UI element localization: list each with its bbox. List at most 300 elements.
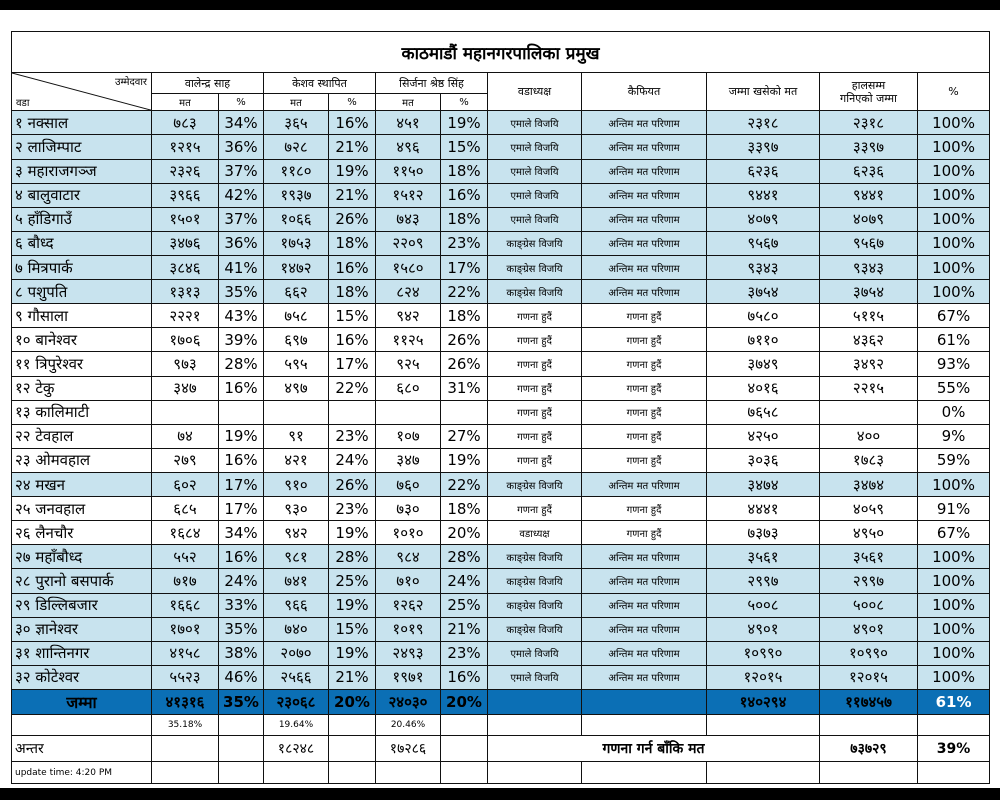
ward-name: २२ टेवहाल bbox=[12, 424, 152, 448]
candidate-3-votes: १०१९ bbox=[376, 617, 441, 641]
candidate-1-percent: 16% bbox=[219, 545, 264, 569]
page-title: काठमाडौं महानगरपालिका प्रमुख bbox=[12, 32, 990, 73]
results-table bbox=[11, 31, 990, 784]
counted-percent: 55% bbox=[918, 376, 990, 400]
candidate-3-percent: 23% bbox=[441, 641, 488, 665]
candidate-1-votes: ९७३ bbox=[152, 352, 219, 376]
counted-total: ५००८ bbox=[820, 593, 918, 617]
ward-name: २५ जनवहाल bbox=[12, 497, 152, 521]
counted-percent: 100% bbox=[918, 183, 990, 207]
ward-name: २६ लैनचौर bbox=[12, 521, 152, 545]
counted-total: ४३६२ bbox=[820, 328, 918, 352]
counted-total: ३५६१ bbox=[820, 545, 918, 569]
update-time: update time: 4:20 PM bbox=[12, 762, 152, 784]
candidate-3-votes: ४५१ bbox=[376, 111, 441, 135]
remark: अन्तिम मत परिणाम bbox=[582, 665, 707, 689]
candidate-2-percent: 26% bbox=[329, 473, 376, 497]
table-row bbox=[12, 545, 990, 569]
candidate-2-votes: ६९७ bbox=[264, 328, 329, 352]
candidate-2-votes: २५६६ bbox=[264, 665, 329, 689]
candidate-2-votes: १७५३ bbox=[264, 231, 329, 255]
total-cast: ३३९७ bbox=[707, 135, 820, 159]
candidate-2-percent: 21% bbox=[329, 665, 376, 689]
counted-total: ९४४१ bbox=[820, 183, 918, 207]
candidate-3-percent: 22% bbox=[441, 280, 488, 304]
difference-row bbox=[12, 736, 990, 762]
table-row bbox=[12, 207, 990, 231]
total-cast: ७६५८ bbox=[707, 400, 820, 424]
table-row bbox=[12, 159, 990, 183]
candidate-1-percent: 35% bbox=[219, 280, 264, 304]
candidate-2-percent: 26% bbox=[329, 207, 376, 231]
counted-header-line2: गनिएको जम्मा bbox=[840, 91, 897, 105]
remarks-header: कैफियत bbox=[582, 73, 707, 111]
remark: अन्तिम मत परिणाम bbox=[582, 617, 707, 641]
ward-chair-status: वडाध्यक्ष bbox=[488, 521, 582, 545]
table-row bbox=[12, 448, 990, 472]
table-row bbox=[12, 231, 990, 255]
ward-chair-status: गणना हुदैं bbox=[488, 497, 582, 521]
candidate-3-percent: 18% bbox=[441, 497, 488, 521]
candidate-3-votes bbox=[376, 400, 441, 424]
ward-chair-status: गणना हुदैं bbox=[488, 424, 582, 448]
candidate-3-votes: ९८४ bbox=[376, 545, 441, 569]
candidate-1-header: वालेन्द्र साह bbox=[152, 73, 264, 94]
candidate-3-percent: 26% bbox=[441, 328, 488, 352]
candidate-2-percent: 21% bbox=[329, 183, 376, 207]
empty-cell bbox=[820, 714, 918, 736]
counted-total: ४०७९ bbox=[820, 207, 918, 231]
candidate-3-votes: ९४२ bbox=[376, 304, 441, 328]
total-empty bbox=[582, 689, 707, 714]
ward-chair-status: एमाले विजयि bbox=[488, 111, 582, 135]
table-row bbox=[12, 352, 990, 376]
candidate-2-votes: ९८१ bbox=[264, 545, 329, 569]
table-row bbox=[12, 183, 990, 207]
total-cast-sum: १४०२९४ bbox=[707, 689, 820, 714]
total-cast: ६२३६ bbox=[707, 159, 820, 183]
candidate-1-votes: ७४ bbox=[152, 424, 219, 448]
total-candidate-3-percent: 20% bbox=[441, 689, 488, 714]
empty-cell bbox=[329, 762, 376, 784]
pct-header: % bbox=[918, 73, 990, 111]
ward-chair-status: काङ्ग्रेस विजयि bbox=[488, 256, 582, 280]
candidate-1-votes: ७८३ bbox=[152, 111, 219, 135]
remark: अन्तिम मत परिणाम bbox=[582, 545, 707, 569]
candidate-3-percent: 18% bbox=[441, 304, 488, 328]
ward-chair-status: गणना हुदैं bbox=[488, 448, 582, 472]
candidate-2-votes: ९४२ bbox=[264, 521, 329, 545]
counted-total: ३७५४ bbox=[820, 280, 918, 304]
ward-chair-status: काङ्ग्रेस विजयि bbox=[488, 593, 582, 617]
total-cast: १०९९० bbox=[707, 641, 820, 665]
candidate-3-votes: १५१२ bbox=[376, 183, 441, 207]
candidate-1-percent: 19% bbox=[219, 424, 264, 448]
candidate-2-percent: 18% bbox=[329, 231, 376, 255]
ward-chair-status: काङ्ग्रेस विजयि bbox=[488, 545, 582, 569]
ward-name: ३ महाराजगञ्ज bbox=[12, 159, 152, 183]
candidate-2-percent: 19% bbox=[329, 159, 376, 183]
empty-cell bbox=[488, 714, 582, 736]
candidate-2-votes: ७५८ bbox=[264, 304, 329, 328]
candidate-3-votes: १५८० bbox=[376, 256, 441, 280]
empty-cell bbox=[582, 762, 707, 784]
empty-cell bbox=[441, 714, 488, 736]
total-cast: ७५८० bbox=[707, 304, 820, 328]
empty-cell bbox=[820, 762, 918, 784]
remaining-percent: 39% bbox=[918, 736, 990, 762]
candidate-2-percent: 18% bbox=[329, 280, 376, 304]
total-cast-header: जम्मा खसेको मत bbox=[707, 73, 820, 111]
candidate-3-votes: ७१० bbox=[376, 569, 441, 593]
remark: अन्तिम मत परिणाम bbox=[582, 280, 707, 304]
total-candidate-1-percent: 35% bbox=[219, 689, 264, 714]
candidate-1-votes: १३१३ bbox=[152, 280, 219, 304]
total-cast: ५००८ bbox=[707, 593, 820, 617]
candidate-3-percent: 28% bbox=[441, 545, 488, 569]
candidate-2-percent: 17% bbox=[329, 352, 376, 376]
candidate-1-votes: १२१५ bbox=[152, 135, 219, 159]
candidate-2-percent: 16% bbox=[329, 256, 376, 280]
corner-header bbox=[12, 73, 152, 111]
candidate-2-votes: ९६६ bbox=[264, 593, 329, 617]
ward-name: १२ टेकु bbox=[12, 376, 152, 400]
empty-cell bbox=[329, 736, 376, 762]
counted-total: २९९७ bbox=[820, 569, 918, 593]
candidate-3-votes: ४९६ bbox=[376, 135, 441, 159]
candidate-1-votes: २७९ bbox=[152, 448, 219, 472]
candidate-2-percent: 23% bbox=[329, 424, 376, 448]
candidate-2-header: केशव स्थापित bbox=[264, 73, 376, 94]
ward-name: ८ पशुपति bbox=[12, 280, 152, 304]
counted-percent: 100% bbox=[918, 207, 990, 231]
candidate-3-votes: ७६० bbox=[376, 473, 441, 497]
candidate-2-votes: ११८० bbox=[264, 159, 329, 183]
candidate-2-percent: 28% bbox=[329, 545, 376, 569]
total-row bbox=[12, 689, 990, 714]
candidate-label: उम्मेदवार bbox=[115, 77, 147, 89]
ward-name: ४ बालुवाटार bbox=[12, 183, 152, 207]
ward-name: ७ मित्रपार्क bbox=[12, 256, 152, 280]
ward-name: १३ कालिमाटी bbox=[12, 400, 152, 424]
candidate-3-votes: ८२४ bbox=[376, 280, 441, 304]
ward-chair-status: काङ्ग्रेस विजयि bbox=[488, 473, 582, 497]
candidate-1-percent: 35% bbox=[219, 617, 264, 641]
candidate-1-votes: ६८५ bbox=[152, 497, 219, 521]
percent-header: % bbox=[219, 93, 264, 111]
candidate-1-percent: 28% bbox=[219, 352, 264, 376]
empty-cell bbox=[219, 714, 264, 736]
table-row bbox=[12, 376, 990, 400]
counted-total: ३३९७ bbox=[820, 135, 918, 159]
candidate-1-percent: 38% bbox=[219, 641, 264, 665]
percent-header: % bbox=[329, 93, 376, 111]
candidate-1-percent: 46% bbox=[219, 665, 264, 689]
counted-percent: 100% bbox=[918, 111, 990, 135]
candidate-1-percent: 16% bbox=[219, 448, 264, 472]
ward-chair-status: काङ्ग्रेस विजयि bbox=[488, 231, 582, 255]
candidate-1-percent: 33% bbox=[219, 593, 264, 617]
result-sheet bbox=[0, 10, 1000, 788]
candidate-1-votes: ६०२ bbox=[152, 473, 219, 497]
total-cast: ९५६७ bbox=[707, 231, 820, 255]
table-row bbox=[12, 328, 990, 352]
counted-total: ९५६७ bbox=[820, 231, 918, 255]
candidate-3-difference: १७२८६ bbox=[376, 736, 441, 762]
total-cast: ९३४३ bbox=[707, 256, 820, 280]
candidate-1-votes bbox=[152, 400, 219, 424]
remaining-votes: ७३७२९ bbox=[820, 736, 918, 762]
total-cast: ४४४१ bbox=[707, 497, 820, 521]
remaining-label: गणना गर्न बाँकि मत bbox=[488, 736, 820, 762]
candidate-3-votes: १९७१ bbox=[376, 665, 441, 689]
total-cast: ३०३६ bbox=[707, 448, 820, 472]
total-cast: ७११० bbox=[707, 328, 820, 352]
candidate-2-votes: ७४१ bbox=[264, 569, 329, 593]
candidate-3-votes: १०१० bbox=[376, 521, 441, 545]
table-row bbox=[12, 473, 990, 497]
remark: गणना हुदैं bbox=[582, 328, 707, 352]
remark: गणना हुदैं bbox=[582, 352, 707, 376]
remark: गणना हुदैं bbox=[582, 424, 707, 448]
candidate-1-votes: १६६८ bbox=[152, 593, 219, 617]
candidate-3-percent: 24% bbox=[441, 569, 488, 593]
total-cast: ७३७३ bbox=[707, 521, 820, 545]
vote-header: मत bbox=[264, 93, 329, 111]
ward-name: ३१ शान्तिनगर bbox=[12, 641, 152, 665]
empty-cell bbox=[441, 736, 488, 762]
ward-chair-status: काङ्ग्रेस विजयि bbox=[488, 569, 582, 593]
ward-chair-status: गणना हुदैं bbox=[488, 304, 582, 328]
candidate-3-percent: 31% bbox=[441, 376, 488, 400]
total-cast: ४९०१ bbox=[707, 617, 820, 641]
ward-name: ९ गौसाला bbox=[12, 304, 152, 328]
candidate-2-votes: ९१० bbox=[264, 473, 329, 497]
table-row bbox=[12, 135, 990, 159]
empty-cell bbox=[918, 762, 990, 784]
counted-total: ४९५० bbox=[820, 521, 918, 545]
ward-name: ५ हाँडिगाउँ bbox=[12, 207, 152, 231]
total-cast: ९४४१ bbox=[707, 183, 820, 207]
candidate-3-percent: 26% bbox=[441, 352, 488, 376]
counted-total: २३१८ bbox=[820, 111, 918, 135]
candidate-1-percent: 17% bbox=[219, 497, 264, 521]
candidate-3-votes: १२६२ bbox=[376, 593, 441, 617]
candidate-2-votes: ७४० bbox=[264, 617, 329, 641]
counted-percent: 100% bbox=[918, 473, 990, 497]
counted-percent: 67% bbox=[918, 304, 990, 328]
candidate-2-votes: १९३७ bbox=[264, 183, 329, 207]
vote-header: मत bbox=[152, 93, 219, 111]
remark: गणना हुदैं bbox=[582, 521, 707, 545]
table-row bbox=[12, 641, 990, 665]
candidate-3-percent: 15% bbox=[441, 135, 488, 159]
candidate-1-votes: ३४७ bbox=[152, 376, 219, 400]
table-row bbox=[12, 304, 990, 328]
candidate-2-votes: २०७० bbox=[264, 641, 329, 665]
candidate-2-percent: 22% bbox=[329, 376, 376, 400]
ward-chair-status: गणना हुदैं bbox=[488, 328, 582, 352]
table-row bbox=[12, 280, 990, 304]
total-cast: ३७५४ bbox=[707, 280, 820, 304]
candidate-1-percent: 36% bbox=[219, 231, 264, 255]
candidate-1-percent: 39% bbox=[219, 328, 264, 352]
empty-cell bbox=[488, 762, 582, 784]
remark: अन्तिम मत परिणाम bbox=[582, 256, 707, 280]
counted-percent: 100% bbox=[918, 641, 990, 665]
candidate-1-votes: ४१५८ bbox=[152, 641, 219, 665]
candidate-2-percent: 19% bbox=[329, 521, 376, 545]
ward-chair-status: एमाले विजयि bbox=[488, 207, 582, 231]
remark: गणना हुदैं bbox=[582, 304, 707, 328]
remark: अन्तिम मत परिणाम bbox=[582, 159, 707, 183]
empty-cell bbox=[441, 762, 488, 784]
candidate-2-votes: ४९७ bbox=[264, 376, 329, 400]
ward-name: ३० ज्ञानेश्वर bbox=[12, 617, 152, 641]
counted-header-line1: हालसम्म bbox=[851, 78, 886, 92]
candidate-1-votes: ३९६६ bbox=[152, 183, 219, 207]
candidate-3-votes: ७३० bbox=[376, 497, 441, 521]
candidate-3-votes: ३४७ bbox=[376, 448, 441, 472]
candidate-2-share: 19.64% bbox=[264, 714, 329, 736]
total-cast: ३५६१ bbox=[707, 545, 820, 569]
candidate-2-percent: 25% bbox=[329, 569, 376, 593]
candidate-1-votes: २२२१ bbox=[152, 304, 219, 328]
candidate-1-votes: २३२६ bbox=[152, 159, 219, 183]
candidate-1-votes: ७१७ bbox=[152, 569, 219, 593]
candidate-1-percent: 37% bbox=[219, 159, 264, 183]
table-row bbox=[12, 617, 990, 641]
candidate-2-percent: 24% bbox=[329, 448, 376, 472]
ward-name: २ लाजिम्पाट bbox=[12, 135, 152, 159]
candidate-3-share: 20.46% bbox=[376, 714, 441, 736]
ward-chair-status: एमाले विजयि bbox=[488, 135, 582, 159]
table-row bbox=[12, 521, 990, 545]
ward-name: २७ महाँबौध्द bbox=[12, 545, 152, 569]
candidate-3-percent: 25% bbox=[441, 593, 488, 617]
counted-total: ४९०१ bbox=[820, 617, 918, 641]
counted-percent: 0% bbox=[918, 400, 990, 424]
total-cast: २९९७ bbox=[707, 569, 820, 593]
candidate-2-votes: ४२१ bbox=[264, 448, 329, 472]
candidate-1-percent: 37% bbox=[219, 207, 264, 231]
candidate-3-percent: 20% bbox=[441, 521, 488, 545]
candidate-2-percent bbox=[329, 400, 376, 424]
candidate-2-votes: १४७२ bbox=[264, 256, 329, 280]
table-row bbox=[12, 569, 990, 593]
candidate-1-votes: १७०६ bbox=[152, 328, 219, 352]
candidate-1-votes: ५५२३ bbox=[152, 665, 219, 689]
counted-total: ४०५९ bbox=[820, 497, 918, 521]
remark: अन्तिम मत परिणाम bbox=[582, 231, 707, 255]
counted-total: १०९९० bbox=[820, 641, 918, 665]
empty-cell bbox=[219, 762, 264, 784]
counted-percent: 61% bbox=[918, 328, 990, 352]
total-counted-sum: ११७४५७ bbox=[820, 689, 918, 714]
ward-chair-header: वडाध्यक्ष bbox=[488, 73, 582, 111]
candidate-3-percent: 27% bbox=[441, 424, 488, 448]
total-candidate-1-votes: ४१३१६ bbox=[152, 689, 219, 714]
vote-header: मत bbox=[376, 93, 441, 111]
candidate-3-percent: 18% bbox=[441, 207, 488, 231]
update-row bbox=[12, 762, 990, 784]
counted-total: १२०१५ bbox=[820, 665, 918, 689]
candidate-3-votes: ९२५ bbox=[376, 352, 441, 376]
candidate-2-votes: ५९५ bbox=[264, 352, 329, 376]
candidate-3-votes: ११२५ bbox=[376, 328, 441, 352]
counted-total: ४०० bbox=[820, 424, 918, 448]
remark: अन्तिम मत परिणाम bbox=[582, 183, 707, 207]
empty-cell bbox=[918, 714, 990, 736]
total-candidate-3-votes: २४०३० bbox=[376, 689, 441, 714]
counted-percent: 100% bbox=[918, 665, 990, 689]
candidate-1-percent: 36% bbox=[219, 135, 264, 159]
candidate-1-percent: 34% bbox=[219, 521, 264, 545]
candidate-3-percent: 21% bbox=[441, 617, 488, 641]
ward-name: १० बानेश्वर bbox=[12, 328, 152, 352]
ward-chair-status: एमाले विजयि bbox=[488, 183, 582, 207]
candidate-2-percent: 16% bbox=[329, 328, 376, 352]
candidate-3-percent: 23% bbox=[441, 231, 488, 255]
candidate-2-percent: 21% bbox=[329, 135, 376, 159]
candidate-1-percent: 41% bbox=[219, 256, 264, 280]
candidate-2-percent: 19% bbox=[329, 641, 376, 665]
total-cast: १२०१५ bbox=[707, 665, 820, 689]
candidate-2-votes bbox=[264, 400, 329, 424]
candidate-3-votes: ७४३ bbox=[376, 207, 441, 231]
counted-percent: 100% bbox=[918, 545, 990, 569]
table-row bbox=[12, 400, 990, 424]
remark: गणना हुदैं bbox=[582, 376, 707, 400]
candidate-2-votes: ९३० bbox=[264, 497, 329, 521]
counted-total: २२१५ bbox=[820, 376, 918, 400]
empty-cell bbox=[152, 736, 219, 762]
table-row bbox=[12, 497, 990, 521]
empty-cell bbox=[12, 714, 152, 736]
candidate-3-percent: 18% bbox=[441, 159, 488, 183]
candidate-1-percent: 17% bbox=[219, 473, 264, 497]
candidate-3-votes: २२०९ bbox=[376, 231, 441, 255]
empty-cell bbox=[707, 714, 820, 736]
empty-cell bbox=[152, 762, 219, 784]
candidate-2-percent: 15% bbox=[329, 304, 376, 328]
difference-label: अन्तर bbox=[12, 736, 152, 762]
candidate-3-percent: 16% bbox=[441, 183, 488, 207]
ward-name: २८ पुरानो बसपार्क bbox=[12, 569, 152, 593]
total-label: जम्मा bbox=[12, 689, 152, 714]
candidate-2-votes: ७२८ bbox=[264, 135, 329, 159]
candidate-3-votes: २४९३ bbox=[376, 641, 441, 665]
total-counted-percent: 61% bbox=[918, 689, 990, 714]
total-cast: ४०१६ bbox=[707, 376, 820, 400]
ward-chair-status: एमाले विजयि bbox=[488, 665, 582, 689]
candidate-2-votes: १०६६ bbox=[264, 207, 329, 231]
counted-total: ९३४३ bbox=[820, 256, 918, 280]
counted-percent: 93% bbox=[918, 352, 990, 376]
counted-total: ६२३६ bbox=[820, 159, 918, 183]
empty-cell bbox=[219, 736, 264, 762]
candidate-1-votes: ३४७६ bbox=[152, 231, 219, 255]
remark: अन्तिम मत परिणाम bbox=[582, 473, 707, 497]
counted-percent: 100% bbox=[918, 231, 990, 255]
candidate-3-percent: 19% bbox=[441, 448, 488, 472]
ward-chair-status: एमाले विजयि bbox=[488, 641, 582, 665]
candidate-2-percent: 15% bbox=[329, 617, 376, 641]
candidate-2-percent: 19% bbox=[329, 593, 376, 617]
remark: अन्तिम मत परिणाम bbox=[582, 569, 707, 593]
ward-name: ६ बौध्द bbox=[12, 231, 152, 255]
counted-percent: 91% bbox=[918, 497, 990, 521]
